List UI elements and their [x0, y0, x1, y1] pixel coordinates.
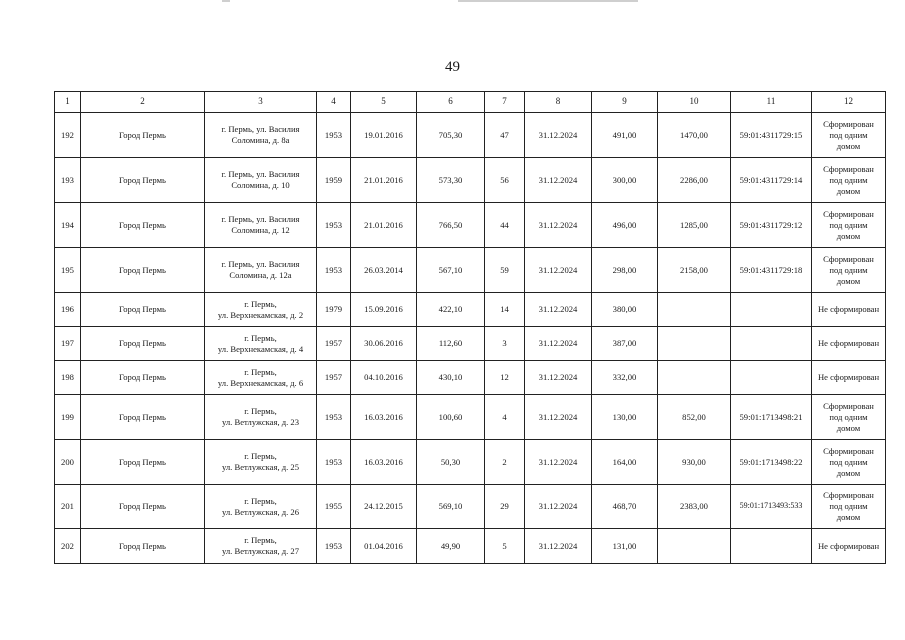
header-row	[55, 92, 886, 113]
table-body	[55, 113, 886, 564]
status-line: под одним	[829, 264, 868, 275]
residents: 12	[485, 361, 525, 395]
municipality: Город Пермь	[81, 395, 205, 440]
area: 573,30	[417, 158, 485, 203]
area: 49,90	[417, 529, 485, 564]
build-year: 1953	[317, 203, 351, 248]
municipality: Город Пермь	[81, 361, 205, 395]
status-line: под одним	[829, 174, 868, 185]
status	[812, 440, 886, 485]
address-line: г. Пермь,	[244, 495, 277, 506]
address-line: Соломина, д. 12а	[229, 270, 292, 280]
build-year: 1953	[317, 440, 351, 485]
area: 567,10	[417, 248, 485, 293]
cadastre-number	[731, 327, 812, 361]
deadline: 31.12.2024	[525, 529, 592, 564]
address-line: ул. Ветлужская, д. 27	[221, 546, 300, 556]
header-cell: 10	[658, 92, 731, 113]
cost: 496,00	[592, 203, 658, 248]
cost: 380,00	[592, 293, 658, 327]
table-row	[55, 248, 886, 293]
cadastre-number: 59:01:4311729:15	[731, 113, 812, 158]
area: 112,60	[417, 327, 485, 361]
status	[812, 203, 886, 248]
area: 100,60	[417, 395, 485, 440]
header-cell: 6	[417, 92, 485, 113]
residents: 29	[485, 485, 525, 529]
cadastre-number: 59:01:1713498:22	[731, 440, 812, 485]
deadline: 31.12.2024	[525, 440, 592, 485]
address-line: Соломина, д. 10	[231, 180, 290, 190]
deadline: 31.12.2024	[525, 293, 592, 327]
address	[205, 158, 317, 203]
address	[205, 203, 317, 248]
build-year: 1959	[317, 158, 351, 203]
land-area	[658, 529, 731, 564]
residents: 59	[485, 248, 525, 293]
municipality: Город Пермь	[81, 203, 205, 248]
area: 422,10	[417, 293, 485, 327]
municipality: Город Пермь	[81, 485, 205, 529]
row-number: 202	[55, 529, 81, 564]
date: 30.06.2016	[351, 327, 417, 361]
address-line: г. Пермь, ул. Василия	[221, 169, 300, 179]
cost: 130,00	[592, 395, 658, 440]
address	[205, 113, 317, 158]
date: 01.04.2016	[351, 529, 417, 564]
status-line: Сформирован	[823, 445, 874, 456]
land-area: 852,00	[658, 395, 731, 440]
land-area: 2383,00	[658, 485, 731, 529]
status-line: под одним	[829, 501, 868, 511]
area: 705,30	[417, 113, 485, 158]
address-line: ул. Ветлужская, д. 23	[221, 417, 300, 427]
cadastre-number: 59:01:4311729:18	[731, 248, 812, 293]
status: Не сформирован	[812, 293, 886, 327]
status-line: домом	[836, 467, 861, 478]
land-area: 1470,00	[658, 113, 731, 158]
area: 50,30	[417, 440, 485, 485]
status-line: домом	[836, 230, 861, 241]
address-line: Соломина, д. 12	[231, 225, 290, 235]
status	[812, 395, 886, 440]
build-year: 1979	[317, 293, 351, 327]
register-table	[54, 91, 886, 564]
address-line: г. Пермь,	[244, 451, 277, 461]
address-line: г. Пермь,	[244, 366, 277, 377]
header-cell: 7	[485, 92, 525, 113]
address-line: ул. Ветлужская, д. 26	[221, 506, 300, 517]
address-line: г. Пермь, ул. Василия	[221, 214, 300, 224]
land-area	[658, 293, 731, 327]
cost: 164,00	[592, 440, 658, 485]
table-row	[55, 529, 886, 564]
status-line: Сформирован	[823, 118, 874, 129]
deadline: 31.12.2024	[525, 361, 592, 395]
date: 04.10.2016	[351, 361, 417, 395]
status-line: под одним	[829, 456, 868, 467]
date: 21.01.2016	[351, 158, 417, 203]
row-number: 200	[55, 440, 81, 485]
cadastre-number	[731, 529, 812, 564]
date: 16.03.2016	[351, 440, 417, 485]
land-area: 930,00	[658, 440, 731, 485]
status-line: Сформирован	[823, 490, 874, 500]
status-line: Сформирован	[823, 163, 874, 174]
status-line: домом	[836, 185, 861, 196]
cost: 298,00	[592, 248, 658, 293]
address-line: Соломина, д. 8а	[231, 135, 290, 145]
area: 430,10	[417, 361, 485, 395]
status: Не сформирован	[812, 361, 886, 395]
header-cell: 9	[592, 92, 658, 113]
build-year: 1953	[317, 113, 351, 158]
land-area: 2158,00	[658, 248, 731, 293]
deadline: 31.12.2024	[525, 203, 592, 248]
scan-artifact-right	[458, 0, 638, 2]
cost: 332,00	[592, 361, 658, 395]
row-number: 194	[55, 203, 81, 248]
residents: 3	[485, 327, 525, 361]
table-row	[55, 113, 886, 158]
deadline: 31.12.2024	[525, 113, 592, 158]
header-cell: 3	[205, 92, 317, 113]
status-line: Сформирован	[823, 400, 874, 411]
address-line: г. Пермь, ул. Василия	[221, 124, 300, 134]
status	[812, 485, 886, 529]
build-year: 1953	[317, 395, 351, 440]
cost: 468,70	[592, 485, 658, 529]
status-line: под одним	[829, 411, 868, 422]
status	[812, 158, 886, 203]
build-year: 1953	[317, 529, 351, 564]
scan-artifact-left	[222, 0, 230, 2]
address-line: ул. Верхнекамская, д. 6	[217, 377, 304, 388]
land-area	[658, 361, 731, 395]
date: 26.03.2014	[351, 248, 417, 293]
cost: 491,00	[592, 113, 658, 158]
row-number: 196	[55, 293, 81, 327]
municipality: Город Пермь	[81, 293, 205, 327]
status-line: домом	[836, 512, 861, 522]
land-area	[658, 327, 731, 361]
table-row	[55, 158, 886, 203]
deadline: 31.12.2024	[525, 395, 592, 440]
address	[205, 529, 317, 564]
deadline: 31.12.2024	[525, 248, 592, 293]
municipality: Город Пермь	[81, 440, 205, 485]
header-cell: 8	[525, 92, 592, 113]
cost: 131,00	[592, 529, 658, 564]
header-cell: 12	[812, 92, 886, 113]
row-number: 201	[55, 485, 81, 529]
deadline: 31.12.2024	[525, 327, 592, 361]
address	[205, 440, 317, 485]
municipality: Город Пермь	[81, 529, 205, 564]
residents: 14	[485, 293, 525, 327]
cadastre-number	[731, 293, 812, 327]
date: 24.12.2015	[351, 485, 417, 529]
residents: 4	[485, 395, 525, 440]
address	[205, 248, 317, 293]
table-row	[55, 440, 886, 485]
row-number: 195	[55, 248, 81, 293]
status-line: домом	[836, 140, 861, 151]
table-row	[55, 327, 886, 361]
address-line: ул. Верхнекамская, д. 4	[217, 343, 304, 354]
address-line: г. Пермь,	[244, 298, 277, 309]
address	[205, 485, 317, 529]
date: 19.01.2016	[351, 113, 417, 158]
address-line: г. Пермь,	[244, 332, 277, 343]
row-number: 193	[55, 158, 81, 203]
table-row	[55, 293, 886, 327]
build-year: 1953	[317, 248, 351, 293]
header-cell: 2	[81, 92, 205, 113]
row-number: 199	[55, 395, 81, 440]
address	[205, 327, 317, 361]
municipality: Город Пермь	[81, 113, 205, 158]
build-year: 1955	[317, 485, 351, 529]
row-number: 198	[55, 361, 81, 395]
land-area: 2286,00	[658, 158, 731, 203]
table-row	[55, 361, 886, 395]
table-row	[55, 485, 886, 529]
residents: 5	[485, 529, 525, 564]
address-line: ул. Верхнекамская, д. 2	[217, 309, 304, 320]
residents: 44	[485, 203, 525, 248]
area: 569,10	[417, 485, 485, 529]
status-line: под одним	[829, 219, 868, 230]
address-line: ул. Ветлужская, д. 25	[221, 462, 300, 472]
date: 21.01.2016	[351, 203, 417, 248]
municipality: Город Пермь	[81, 327, 205, 361]
status-line: Сформирован	[823, 208, 874, 219]
status-line: под одним	[829, 129, 868, 140]
status-line: Сформирован	[823, 253, 874, 264]
land-area: 1285,00	[658, 203, 731, 248]
build-year: 1957	[317, 327, 351, 361]
header-cell: 4	[317, 92, 351, 113]
status	[812, 248, 886, 293]
table-row	[55, 203, 886, 248]
status: Не сформирован	[812, 327, 886, 361]
cadastre-number: 59:01:1713498:21	[731, 395, 812, 440]
header-cell: 11	[731, 92, 812, 113]
address	[205, 361, 317, 395]
status-line: домом	[836, 422, 861, 433]
date: 16.03.2016	[351, 395, 417, 440]
cadastre-number	[731, 361, 812, 395]
cost: 387,00	[592, 327, 658, 361]
area: 766,50	[417, 203, 485, 248]
address-line: г. Пермь,	[244, 406, 277, 416]
municipality: Город Пермь	[81, 158, 205, 203]
header-cell: 5	[351, 92, 417, 113]
municipality: Город Пермь	[81, 248, 205, 293]
table-row	[55, 395, 886, 440]
address	[205, 395, 317, 440]
page-number: 49	[445, 59, 460, 75]
cadastre-number: 59:01:4311729:12	[731, 203, 812, 248]
cadastre-number: 59:01:4311729:14	[731, 158, 812, 203]
date: 15.09.2016	[351, 293, 417, 327]
status-line: домом	[836, 275, 861, 286]
deadline: 31.12.2024	[525, 485, 592, 529]
header-cell: 1	[55, 92, 81, 113]
cost: 300,00	[592, 158, 658, 203]
residents: 2	[485, 440, 525, 485]
build-year: 1957	[317, 361, 351, 395]
residents: 47	[485, 113, 525, 158]
address	[205, 293, 317, 327]
deadline: 31.12.2024	[525, 158, 592, 203]
address-line: г. Пермь, ул. Василия	[221, 259, 300, 269]
status	[812, 113, 886, 158]
cadastre-number: 59:01:1713493:533	[731, 485, 812, 529]
address-line: г. Пермь,	[244, 535, 277, 545]
status: Не сформирован	[812, 529, 886, 564]
row-number: 197	[55, 327, 81, 361]
row-number: 192	[55, 113, 81, 158]
residents: 56	[485, 158, 525, 203]
